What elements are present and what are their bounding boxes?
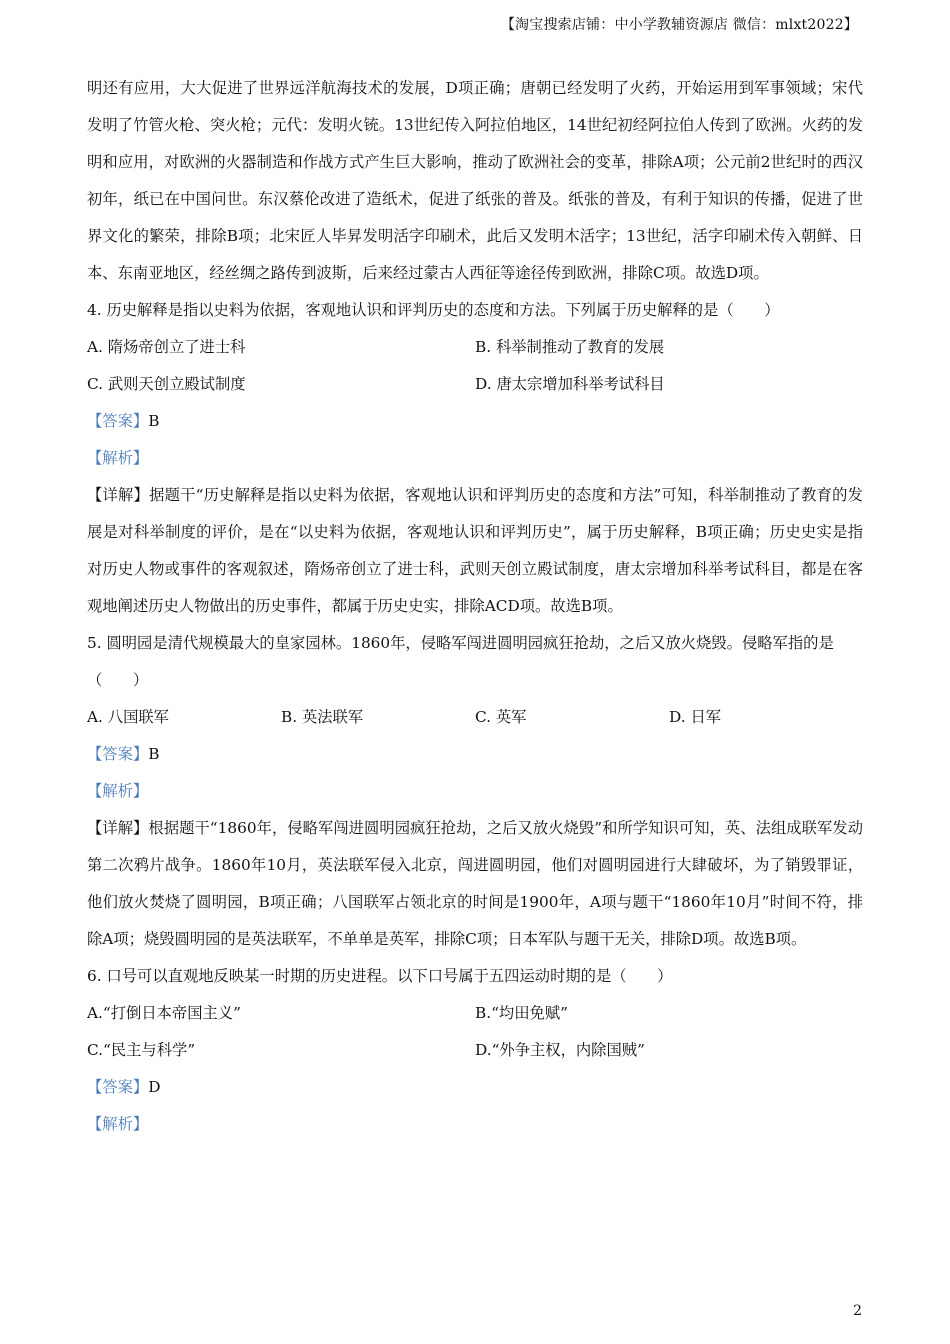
detail-paragraph	[87, 810, 863, 958]
detail-label: 【详解】	[87, 486, 150, 504]
option-b: B. 科举制推动了教育的发展	[475, 338, 665, 356]
detail-text: 据题干“历史解释是指以史料为依据，客观地认识和评判历史的态度和方法”可知，科举制推动了教育的发展是对科举制度的评价，是在“以史料为依据，客观地认识和评判历史”，属于历史解释，B项正确；历史史实是指对历史人物或事件的客观叙述，隋炀帝创立了进士科，武则天创立殿试制度，唐太宗增加科举考试科目，都是在客观地阐述历史人物做出的历史事件，都属于历史史实，排除ACD项。故选B项。	[87, 486, 863, 615]
analysis-label: 【解析】	[87, 782, 149, 800]
option-a: A.“打倒日本帝国主义”	[87, 1004, 241, 1022]
answer-label: 【答案】	[87, 1078, 149, 1096]
option-d: D. 唐太宗增加科举考试科目	[475, 375, 665, 393]
options-row	[87, 366, 863, 403]
analysis-label: 【解析】	[87, 1115, 149, 1133]
question-6	[87, 958, 863, 1143]
answer-line	[87, 403, 863, 440]
answer-label: 【答案】	[87, 745, 149, 763]
answer-value: B	[148, 745, 160, 763]
options-row	[87, 329, 863, 366]
detail-text: 根据题干“1860年，侵略军闯进圆明园疯狂抢劫，之后又放火烧毁”和所学知识可知，英、法组成联军发动第二次鸦片战争。1860年10月，英法联军侵入北京，闯进圆明园，他们对圆明园进行大肆破坏，为了销毁罪证，他们放火焚烧了圆明园，B项正确；八国联军占领北京的时间是1900年，A项与题干“1860年10月”时间不符，排除A项；烧毁圆明园的是英法联军，不单单是英军，排除C项；日本军队与题干无关，排除D项。故选B项。	[87, 819, 863, 948]
options-row	[87, 995, 863, 1032]
option-c: C. 武则天创立殿试制度	[87, 375, 246, 393]
page-header: 【淘宝搜索店铺：中小学教辅资源店 微信：mlxt2022】	[500, 17, 858, 33]
answer-label: 【答案】	[87, 412, 149, 430]
option-d: D.“外争主权，内除国贼”	[475, 1041, 645, 1059]
answer-value: B	[148, 412, 160, 430]
options-row	[87, 699, 863, 736]
option-b: B.“均田免赋”	[475, 1004, 568, 1022]
intro-paragraph: 明还有应用，大大促进了世界远洋航海技术的发展，D项正确；唐朝已经发明了火药，开始运用到军事领域；宋代发明了竹管火枪、突火枪；元代：发明火铳。13世纪传入阿拉伯地区，14世纪初经阿拉伯人传到了欧洲。火药的发明和应用，对欧洲的火器制造和作战方式产生巨大影响，推动了欧洲社会的变革，排除A项；公元前2世纪时的西汉初年，纸已在中国问世。东汉蔡伦改进了造纸术，促进了纸张的普及。纸张的普及，有利于知识的传播，促进了世界文化的繁荣，排除B项；北宋匠人毕昇发明活字印刷术，此后又发明木活字；13世纪，活字印刷术传入朝鲜、日本、东南亚地区，经丝绸之路传到波斯，后来经过蒙古人西征等途径传到欧洲，排除C项。故选D项。	[87, 79, 863, 282]
detail-paragraph	[87, 477, 863, 625]
question-stem: 4. 历史解释是指以史料为依据，客观地认识和评判历史的态度和方法。下列属于历史解释的是（ ）	[87, 301, 780, 319]
detail-label: 【详解】	[87, 819, 149, 837]
option-a: A. 八国联军	[87, 708, 169, 726]
answer-line	[87, 736, 863, 773]
page-number: 2	[853, 1303, 862, 1319]
option-d: D. 日军	[669, 708, 722, 726]
answer-value: D	[148, 1078, 161, 1096]
answer-line	[87, 1069, 863, 1106]
options-row	[87, 1032, 863, 1069]
question-stem: 5. 圆明园是清代规模最大的皇家园林。1860年，侵略军闯进圆明园疯狂抢劫，之后又放火烧毁。侵略军指的是（ ）	[87, 634, 834, 689]
option-c: C.“民主与科学”	[87, 1041, 196, 1059]
option-b: B. 英法联军	[281, 708, 364, 726]
option-c: C. 英军	[475, 708, 527, 726]
option-a: A. 隋炀帝创立了进士科	[87, 338, 246, 356]
analysis-label: 【解析】	[87, 449, 149, 467]
question-4	[87, 292, 863, 625]
question-stem: 6. 口号可以直观地反映某一时期的历史进程。以下口号属于五四运动时期的是（ ）	[87, 967, 673, 985]
document-body	[87, 70, 863, 1143]
question-5	[87, 625, 863, 958]
